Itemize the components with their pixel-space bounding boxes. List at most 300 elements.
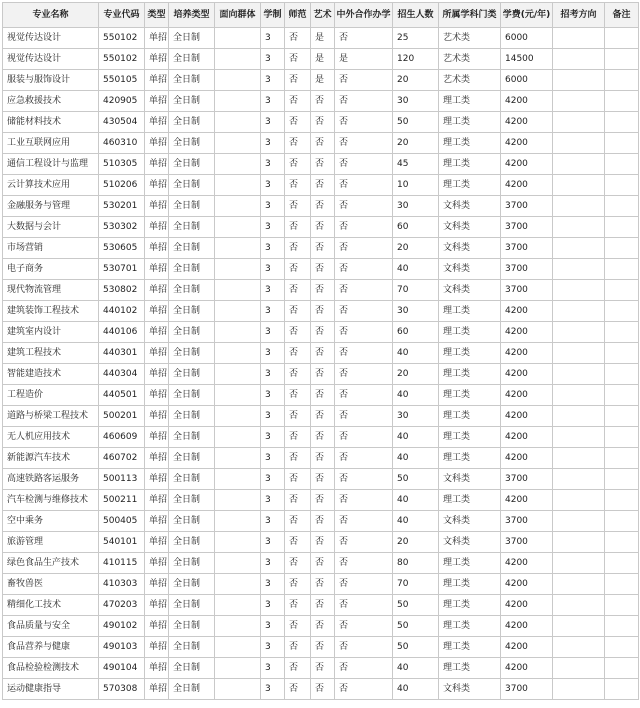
cell-target-group (215, 322, 261, 343)
cell-normal-school: 否 (285, 238, 311, 259)
cell-art: 否 (311, 175, 335, 196)
cell-art: 否 (311, 343, 335, 364)
cell-tuition: 3700 (501, 469, 553, 490)
table-row (3, 658, 639, 679)
cell-enrollment: 20 (393, 238, 439, 259)
cell-type: 单招 (145, 553, 169, 574)
table-row (3, 679, 639, 700)
cell-target-group (215, 427, 261, 448)
cell-enrollment: 20 (393, 532, 439, 553)
cell-enrollment: 40 (393, 490, 439, 511)
cell-target-group (215, 343, 261, 364)
cell-sino-foreign: 否 (335, 259, 393, 280)
cell-discipline: 文科类 (439, 238, 501, 259)
cell-exam-direction (553, 595, 605, 616)
cell-training-type: 全日制 (169, 427, 215, 448)
cell-art: 否 (311, 406, 335, 427)
table-row (3, 364, 639, 385)
cell-enrollment: 20 (393, 364, 439, 385)
cell-major-code: 530802 (99, 280, 145, 301)
cell-major-name: 食品质量与安全 (3, 616, 99, 637)
cell-sino-foreign: 否 (335, 196, 393, 217)
cell-enrollment: 70 (393, 280, 439, 301)
cell-training-type: 全日制 (169, 154, 215, 175)
table-row (3, 70, 639, 91)
cell-exam-direction (553, 511, 605, 532)
cell-remarks (605, 196, 639, 217)
cell-remarks (605, 322, 639, 343)
cell-training-type: 全日制 (169, 196, 215, 217)
cell-enrollment: 80 (393, 553, 439, 574)
cell-tuition: 4200 (501, 301, 553, 322)
cell-remarks (605, 469, 639, 490)
cell-art: 否 (311, 658, 335, 679)
cell-duration: 3 (261, 280, 285, 301)
cell-major-code: 500405 (99, 511, 145, 532)
cell-major-name: 新能源汽车技术 (3, 448, 99, 469)
cell-training-type: 全日制 (169, 238, 215, 259)
cell-discipline: 理工类 (439, 427, 501, 448)
cell-training-type: 全日制 (169, 217, 215, 238)
cell-discipline: 理工类 (439, 574, 501, 595)
cell-target-group (215, 385, 261, 406)
cell-normal-school: 否 (285, 322, 311, 343)
cell-target-group (215, 175, 261, 196)
cell-art: 否 (311, 280, 335, 301)
cell-art: 否 (311, 448, 335, 469)
cell-major-code: 510206 (99, 175, 145, 196)
cell-remarks (605, 28, 639, 49)
cell-type: 单招 (145, 679, 169, 700)
cell-enrollment: 40 (393, 679, 439, 700)
cell-duration: 3 (261, 364, 285, 385)
cell-normal-school: 否 (285, 49, 311, 70)
cell-training-type: 全日制 (169, 175, 215, 196)
cell-major-code: 430504 (99, 112, 145, 133)
cell-sino-foreign: 否 (335, 406, 393, 427)
cell-type: 单招 (145, 385, 169, 406)
table-row (3, 385, 639, 406)
table-row (3, 154, 639, 175)
cell-target-group (215, 469, 261, 490)
cell-type: 单招 (145, 175, 169, 196)
cell-sino-foreign: 否 (335, 364, 393, 385)
cell-remarks (605, 112, 639, 133)
cell-duration: 3 (261, 217, 285, 238)
cell-major-name: 建筑室内设计 (3, 322, 99, 343)
cell-exam-direction (553, 658, 605, 679)
cell-major-code: 540101 (99, 532, 145, 553)
cell-target-group (215, 154, 261, 175)
cell-tuition: 3700 (501, 196, 553, 217)
cell-major-code: 440106 (99, 322, 145, 343)
cell-art: 否 (311, 238, 335, 259)
cell-exam-direction (553, 469, 605, 490)
cell-art: 否 (311, 133, 335, 154)
cell-discipline: 理工类 (439, 364, 501, 385)
cell-duration: 3 (261, 133, 285, 154)
cell-exam-direction (553, 91, 605, 112)
cell-sino-foreign: 否 (335, 553, 393, 574)
cell-major-name: 旅游管理 (3, 532, 99, 553)
cell-exam-direction (553, 427, 605, 448)
cell-remarks (605, 301, 639, 322)
cell-major-name: 应急救援技术 (3, 91, 99, 112)
cell-major-name: 现代物流管理 (3, 280, 99, 301)
cell-discipline: 文科类 (439, 259, 501, 280)
cell-target-group (215, 448, 261, 469)
cell-target-group (215, 112, 261, 133)
cell-discipline: 艺术类 (439, 28, 501, 49)
cell-sino-foreign: 否 (335, 91, 393, 112)
cell-discipline: 理工类 (439, 637, 501, 658)
cell-type: 单招 (145, 196, 169, 217)
cell-discipline: 理工类 (439, 154, 501, 175)
cell-discipline: 理工类 (439, 91, 501, 112)
cell-normal-school: 否 (285, 490, 311, 511)
cell-training-type: 全日制 (169, 49, 215, 70)
table-row (3, 322, 639, 343)
cell-training-type: 全日制 (169, 259, 215, 280)
cell-art: 否 (311, 574, 335, 595)
cell-training-type: 全日制 (169, 364, 215, 385)
cell-normal-school: 否 (285, 196, 311, 217)
cell-discipline: 文科类 (439, 469, 501, 490)
cell-sino-foreign: 否 (335, 616, 393, 637)
cell-art: 否 (311, 511, 335, 532)
cell-duration: 3 (261, 637, 285, 658)
cell-major-code: 490104 (99, 658, 145, 679)
cell-remarks (605, 49, 639, 70)
cell-exam-direction (553, 238, 605, 259)
cell-major-name: 工程造价 (3, 385, 99, 406)
cell-type: 单招 (145, 406, 169, 427)
cell-training-type: 全日制 (169, 574, 215, 595)
cell-duration: 3 (261, 469, 285, 490)
table-row (3, 406, 639, 427)
column-header-sino-foreign: 中外合作办学 (335, 3, 393, 28)
cell-type: 单招 (145, 91, 169, 112)
cell-sino-foreign: 否 (335, 175, 393, 196)
cell-discipline: 理工类 (439, 343, 501, 364)
cell-discipline: 理工类 (439, 322, 501, 343)
cell-exam-direction (553, 448, 605, 469)
cell-sino-foreign: 否 (335, 217, 393, 238)
table-row (3, 301, 639, 322)
cell-exam-direction (553, 28, 605, 49)
column-header-duration: 学制 (261, 3, 285, 28)
cell-tuition: 4200 (501, 406, 553, 427)
cell-major-code: 410303 (99, 574, 145, 595)
cell-tuition: 4200 (501, 133, 553, 154)
cell-discipline: 艺术类 (439, 70, 501, 91)
cell-training-type: 全日制 (169, 469, 215, 490)
cell-enrollment: 50 (393, 616, 439, 637)
cell-art: 否 (311, 217, 335, 238)
cell-art: 否 (311, 490, 335, 511)
column-header-exam-direction: 招考方向 (553, 3, 605, 28)
cell-enrollment: 20 (393, 133, 439, 154)
cell-art: 否 (311, 679, 335, 700)
cell-training-type: 全日制 (169, 637, 215, 658)
cell-type: 单招 (145, 658, 169, 679)
cell-type: 单招 (145, 364, 169, 385)
table-row (3, 574, 639, 595)
cell-art: 否 (311, 112, 335, 133)
cell-discipline: 理工类 (439, 385, 501, 406)
column-header-training-type: 培养类型 (169, 3, 215, 28)
cell-major-name: 运动健康指导 (3, 679, 99, 700)
cell-training-type: 全日制 (169, 679, 215, 700)
cell-type: 单招 (145, 427, 169, 448)
cell-training-type: 全日制 (169, 343, 215, 364)
cell-target-group (215, 280, 261, 301)
cell-normal-school: 否 (285, 616, 311, 637)
cell-discipline: 文科类 (439, 532, 501, 553)
cell-tuition: 3700 (501, 280, 553, 301)
cell-remarks (605, 70, 639, 91)
cell-major-name: 食品检验检测技术 (3, 658, 99, 679)
cell-remarks (605, 532, 639, 553)
cell-exam-direction (553, 196, 605, 217)
cell-art: 否 (311, 469, 335, 490)
cell-art: 否 (311, 595, 335, 616)
cell-enrollment: 40 (393, 448, 439, 469)
cell-art: 否 (311, 301, 335, 322)
cell-normal-school: 否 (285, 280, 311, 301)
cell-normal-school: 否 (285, 70, 311, 91)
table-row (3, 343, 639, 364)
cell-target-group (215, 511, 261, 532)
cell-major-name: 道路与桥梁工程技术 (3, 406, 99, 427)
cell-major-name: 精细化工技术 (3, 595, 99, 616)
cell-major-code: 470203 (99, 595, 145, 616)
enrollment-table (2, 2, 639, 700)
cell-art: 否 (311, 364, 335, 385)
cell-art: 否 (311, 637, 335, 658)
header-row (3, 3, 639, 28)
cell-discipline: 理工类 (439, 112, 501, 133)
cell-target-group (215, 196, 261, 217)
cell-major-code: 550102 (99, 49, 145, 70)
cell-duration: 3 (261, 679, 285, 700)
cell-remarks (605, 553, 639, 574)
table-row (3, 469, 639, 490)
cell-remarks (605, 364, 639, 385)
cell-training-type: 全日制 (169, 112, 215, 133)
cell-normal-school: 否 (285, 154, 311, 175)
cell-duration: 3 (261, 301, 285, 322)
table-row (3, 637, 639, 658)
cell-target-group (215, 490, 261, 511)
cell-enrollment: 30 (393, 196, 439, 217)
cell-normal-school: 否 (285, 133, 311, 154)
cell-exam-direction (553, 406, 605, 427)
cell-type: 单招 (145, 448, 169, 469)
cell-major-name: 工业互联网应用 (3, 133, 99, 154)
cell-duration: 3 (261, 511, 285, 532)
cell-type: 单招 (145, 28, 169, 49)
cell-major-code: 460702 (99, 448, 145, 469)
cell-sino-foreign: 是 (335, 49, 393, 70)
cell-remarks (605, 91, 639, 112)
cell-target-group (215, 301, 261, 322)
cell-duration: 3 (261, 154, 285, 175)
cell-duration: 3 (261, 196, 285, 217)
cell-target-group (215, 406, 261, 427)
cell-exam-direction (553, 133, 605, 154)
column-header-major-code: 专业代码 (99, 3, 145, 28)
cell-duration: 3 (261, 490, 285, 511)
cell-type: 单招 (145, 259, 169, 280)
cell-major-code: 490103 (99, 637, 145, 658)
cell-training-type: 全日制 (169, 511, 215, 532)
cell-enrollment: 50 (393, 469, 439, 490)
cell-discipline: 理工类 (439, 490, 501, 511)
cell-training-type: 全日制 (169, 595, 215, 616)
cell-tuition: 4200 (501, 91, 553, 112)
table-row (3, 427, 639, 448)
cell-sino-foreign: 否 (335, 385, 393, 406)
cell-normal-school: 否 (285, 595, 311, 616)
cell-exam-direction (553, 490, 605, 511)
cell-type: 单招 (145, 532, 169, 553)
cell-target-group (215, 133, 261, 154)
cell-major-code: 460310 (99, 133, 145, 154)
cell-major-code: 420905 (99, 91, 145, 112)
cell-type: 单招 (145, 70, 169, 91)
table-row (3, 133, 639, 154)
table-row (3, 490, 639, 511)
cell-exam-direction (553, 49, 605, 70)
cell-exam-direction (553, 364, 605, 385)
cell-exam-direction (553, 616, 605, 637)
cell-sino-foreign: 否 (335, 280, 393, 301)
cell-major-code: 440501 (99, 385, 145, 406)
cell-discipline: 文科类 (439, 679, 501, 700)
cell-normal-school: 否 (285, 217, 311, 238)
cell-exam-direction (553, 322, 605, 343)
cell-duration: 3 (261, 259, 285, 280)
cell-type: 单招 (145, 511, 169, 532)
cell-enrollment: 40 (393, 427, 439, 448)
cell-sino-foreign: 否 (335, 112, 393, 133)
cell-major-code: 570308 (99, 679, 145, 700)
cell-sino-foreign: 否 (335, 238, 393, 259)
cell-discipline: 理工类 (439, 133, 501, 154)
cell-remarks (605, 427, 639, 448)
cell-exam-direction (553, 553, 605, 574)
cell-major-code: 460609 (99, 427, 145, 448)
cell-major-name: 通信工程设计与监理 (3, 154, 99, 175)
table-row (3, 280, 639, 301)
cell-target-group (215, 637, 261, 658)
cell-target-group (215, 28, 261, 49)
cell-type: 单招 (145, 322, 169, 343)
cell-discipline: 理工类 (439, 448, 501, 469)
cell-enrollment: 60 (393, 217, 439, 238)
cell-tuition: 3700 (501, 679, 553, 700)
cell-sino-foreign: 否 (335, 469, 393, 490)
cell-remarks (605, 133, 639, 154)
cell-enrollment: 50 (393, 112, 439, 133)
column-header-art: 艺术 (311, 3, 335, 28)
cell-major-name: 大数据与会计 (3, 217, 99, 238)
column-header-type: 类型 (145, 3, 169, 28)
cell-remarks (605, 238, 639, 259)
cell-type: 单招 (145, 112, 169, 133)
cell-type: 单招 (145, 238, 169, 259)
cell-major-name: 建筑装饰工程技术 (3, 301, 99, 322)
cell-remarks (605, 637, 639, 658)
cell-enrollment: 120 (393, 49, 439, 70)
column-header-target-group: 面向群体 (215, 3, 261, 28)
cell-major-code: 530302 (99, 217, 145, 238)
cell-sino-foreign: 否 (335, 490, 393, 511)
cell-major-name: 建筑工程技术 (3, 343, 99, 364)
cell-enrollment: 50 (393, 637, 439, 658)
cell-exam-direction (553, 175, 605, 196)
cell-enrollment: 40 (393, 385, 439, 406)
cell-art: 否 (311, 91, 335, 112)
column-header-normal-school: 师范 (285, 3, 311, 28)
cell-duration: 3 (261, 238, 285, 259)
cell-target-group (215, 49, 261, 70)
cell-type: 单招 (145, 616, 169, 637)
table-row (3, 49, 639, 70)
cell-type: 单招 (145, 217, 169, 238)
cell-sino-foreign: 否 (335, 322, 393, 343)
cell-duration: 3 (261, 385, 285, 406)
cell-normal-school: 否 (285, 343, 311, 364)
cell-normal-school: 否 (285, 532, 311, 553)
cell-exam-direction (553, 574, 605, 595)
cell-sino-foreign: 否 (335, 511, 393, 532)
cell-type: 单招 (145, 154, 169, 175)
cell-art: 否 (311, 385, 335, 406)
cell-enrollment: 30 (393, 91, 439, 112)
cell-target-group (215, 70, 261, 91)
cell-major-name: 储能材料技术 (3, 112, 99, 133)
cell-major-code: 490102 (99, 616, 145, 637)
cell-remarks (605, 574, 639, 595)
cell-duration: 3 (261, 49, 285, 70)
cell-training-type: 全日制 (169, 133, 215, 154)
cell-duration: 3 (261, 553, 285, 574)
cell-duration: 3 (261, 91, 285, 112)
cell-art: 是 (311, 49, 335, 70)
cell-art: 否 (311, 196, 335, 217)
cell-tuition: 4200 (501, 574, 553, 595)
cell-major-name: 绿色食品生产技术 (3, 553, 99, 574)
cell-art: 否 (311, 616, 335, 637)
cell-normal-school: 否 (285, 112, 311, 133)
cell-normal-school: 否 (285, 385, 311, 406)
cell-exam-direction (553, 532, 605, 553)
cell-art: 否 (311, 154, 335, 175)
cell-discipline: 理工类 (439, 301, 501, 322)
table-row (3, 616, 639, 637)
cell-normal-school: 否 (285, 469, 311, 490)
cell-discipline: 文科类 (439, 280, 501, 301)
cell-normal-school: 否 (285, 259, 311, 280)
cell-tuition: 4200 (501, 364, 553, 385)
cell-tuition: 4200 (501, 490, 553, 511)
cell-art: 否 (311, 532, 335, 553)
cell-tuition: 4200 (501, 385, 553, 406)
cell-exam-direction (553, 112, 605, 133)
table-row (3, 91, 639, 112)
